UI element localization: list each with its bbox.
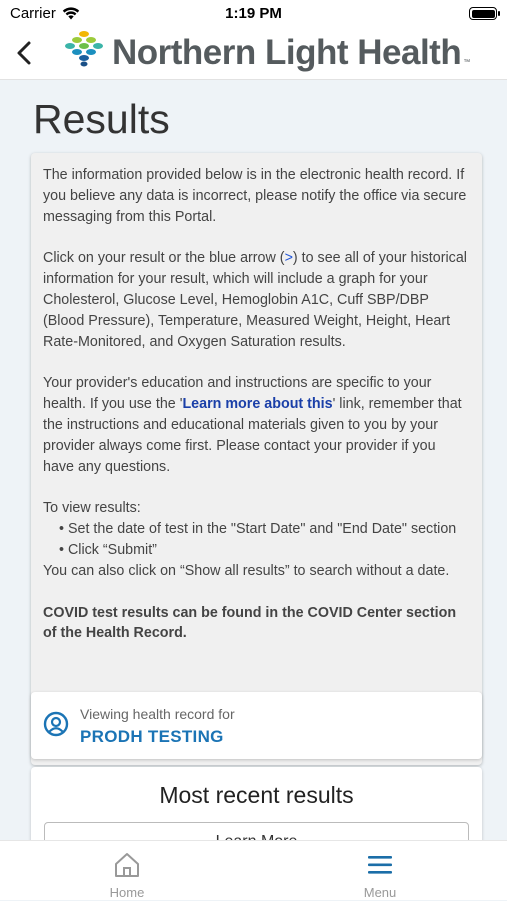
history-text-start: Click on your result or the blue arrow ( [43, 250, 285, 267]
info-paragraph-record: The information provided below is in the electronic health record. If you believe any data is incorrect, please notify the office via secure messaging from this Portal. [43, 167, 467, 225]
bottom-tab-bar [0, 840, 507, 900]
record-label: Viewing health record for [80, 706, 235, 722]
info-paragraph-education [43, 373, 470, 477]
instruction-bullet-submit: • Click “Submit” [59, 541, 157, 558]
pinecone-logo-icon [62, 28, 106, 72]
battery-fill [472, 10, 495, 18]
battery-icon [469, 7, 497, 20]
view-results-instructions [43, 498, 470, 581]
status-bar [0, 0, 507, 28]
carrier-label: Carrier [10, 5, 56, 22]
page-title: Results [33, 96, 170, 142]
show-all-note: You can also click on “Show all results” to search without a date. [43, 562, 450, 579]
tab-home[interactable] [62, 841, 192, 901]
app-header [0, 28, 507, 80]
blue-arrow-glyph: > [284, 250, 293, 267]
health-record-card[interactable] [31, 692, 482, 759]
home-icon [112, 851, 142, 879]
learn-more-link-text: Learn more about this [182, 396, 333, 413]
history-text-end: ) to see all of your historical information for your result, which will include a graph for your Cholesterol, Glucose Level, Hemoglobin A1C, Cuff SBP/DBP (Blood Pressure), Temperature, Measured Weight, Height, Heart Rate-Monitored, and Oxygen Saturation results. [43, 250, 467, 350]
covid-note: COVID test results can be found in the COVID Center section of the Health Record. [43, 604, 457, 642]
education-text-start: Your provider's education and instructions are specific to your health. If you use the ' [43, 375, 432, 413]
education-text-end: ' link, remember that the instructions and educational materials given to you by your provider always come first. Please contact your provider if you have any questions. [43, 396, 462, 475]
view-results-heading: To view results: [43, 500, 141, 517]
tab-menu[interactable] [315, 841, 445, 901]
info-paragraph-history [43, 248, 470, 352]
patient-name: PRODH TESTING [80, 727, 224, 746]
results-info-card [31, 153, 482, 765]
hamburger-menu-icon [365, 851, 395, 879]
brand-text: Northern Light Health [112, 33, 462, 72]
recent-results-title: Most recent results [159, 782, 354, 808]
brand-name [112, 33, 470, 73]
instruction-bullet-dates: • Set the date of test in the "Start Date" and "End Date" section [59, 521, 457, 538]
person-circle-icon [43, 711, 69, 737]
tab-home-label: Home [109, 885, 145, 900]
main-content [0, 80, 507, 840]
tab-menu-label: Menu [363, 885, 397, 900]
clock: 1:19 PM [225, 5, 282, 22]
trademark: ™ [463, 59, 470, 66]
chevron-left-icon[interactable] [10, 38, 40, 68]
